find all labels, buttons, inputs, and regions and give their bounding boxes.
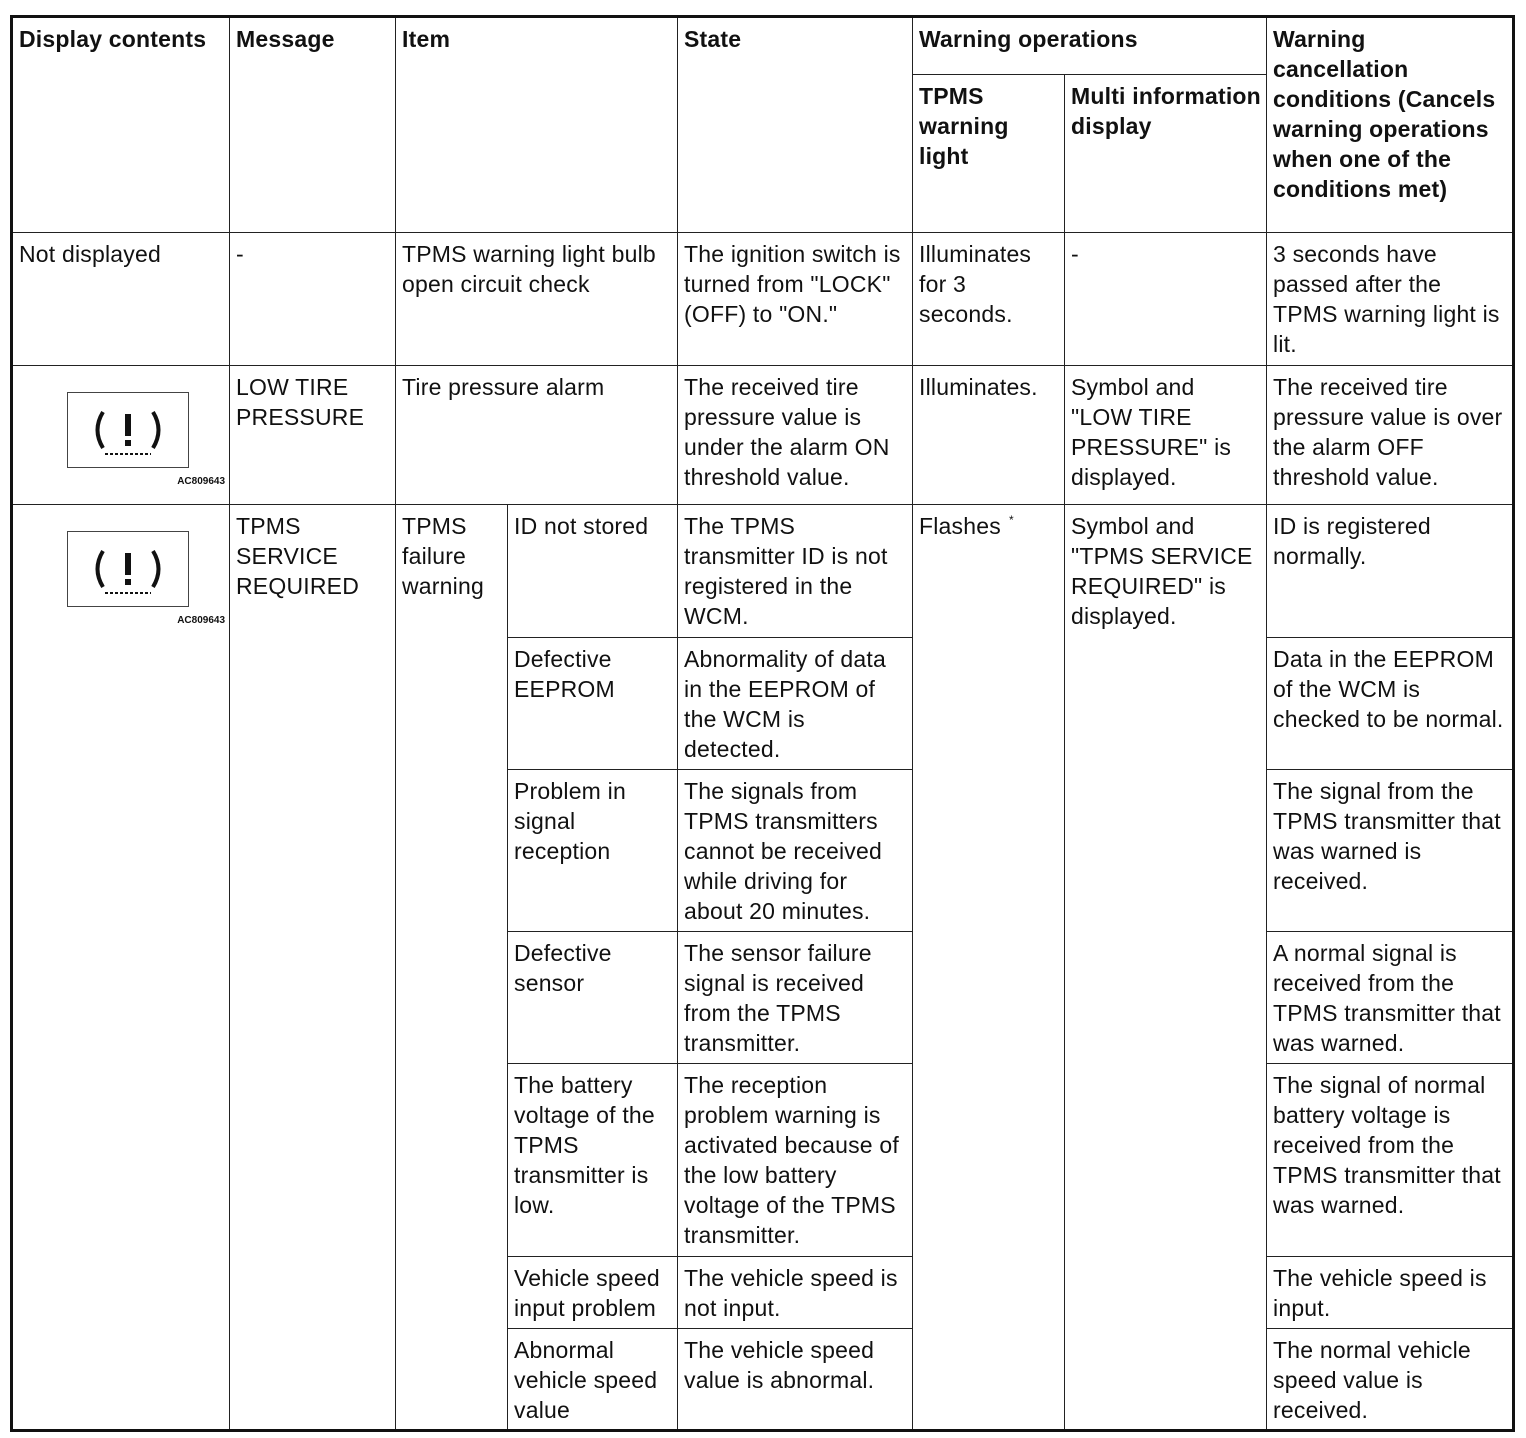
state-cell: The reception problem warning is activated because of the low battery voltage of the TPMS transmitter. bbox=[678, 1064, 913, 1257]
state-cell: The received tire pressure value is under the alarm ON threshold value. bbox=[678, 366, 913, 505]
display-contents-cell bbox=[12, 505, 230, 1431]
header-multi-information-display: Multi information display bbox=[1065, 75, 1267, 233]
header-cancellation-conditions: Warning cancellation conditions (Cancels warning operations when one of the conditions met) bbox=[1267, 17, 1514, 233]
sub-item-cell: Abnormal vehicle speed value bbox=[508, 1329, 678, 1431]
sub-item-cell: Defective EEPROM bbox=[508, 638, 678, 770]
tpms-warning-symbol bbox=[53, 392, 225, 500]
tpms-warning-table bbox=[10, 15, 1515, 1432]
warning-light-cell: Illuminates. bbox=[913, 366, 1065, 505]
warning-light-cell bbox=[913, 505, 1065, 1431]
cancellation-cell: ID is registered normally. bbox=[1267, 505, 1514, 638]
state-cell: The sensor failure signal is received from the TPMS transmitter. bbox=[678, 932, 913, 1064]
cancellation-cell: A normal signal is received from the TPMS transmitter that was warned. bbox=[1267, 932, 1514, 1064]
header-state: State bbox=[678, 17, 913, 233]
item-cell: TPMS warning light bulb open circuit check bbox=[396, 233, 678, 366]
cancellation-cell: Data in the EEPROM of the WCM is checked to be normal. bbox=[1267, 638, 1514, 770]
item-cell: TPMS failure warning bbox=[396, 505, 508, 1431]
header-item: Item bbox=[396, 17, 678, 233]
header-warning-operations: Warning operations bbox=[913, 17, 1267, 75]
multi-info-cell: - bbox=[1065, 233, 1267, 366]
warning-light-text: Flashes bbox=[919, 513, 1001, 539]
state-cell: The vehicle speed value is abnormal. bbox=[678, 1329, 913, 1431]
sub-item-cell: Defective sensor bbox=[508, 932, 678, 1064]
tpms-warning-symbol-icon bbox=[83, 404, 173, 460]
sub-item-cell: Vehicle speed input problem bbox=[508, 1257, 678, 1329]
header-message: Message bbox=[230, 17, 396, 233]
display-contents-cell: Not displayed bbox=[12, 233, 230, 366]
table-row bbox=[12, 233, 1514, 366]
state-cell: Abnormality of data in the EEPROM of the WCM is detected. bbox=[678, 638, 913, 770]
state-cell: The TPMS transmitter ID is not registered in the WCM. bbox=[678, 505, 913, 638]
cancellation-cell: The signal of normal battery voltage is received from the TPMS transmitter that was warned. bbox=[1267, 1064, 1514, 1257]
display-contents-cell bbox=[12, 366, 230, 505]
sub-item-cell: Problem in signal reception bbox=[508, 770, 678, 932]
table-row bbox=[12, 366, 1514, 505]
message-cell: TPMS SERVICE REQUIRED bbox=[230, 505, 396, 1431]
table-row bbox=[12, 505, 1514, 638]
sub-item-cell: The battery voltage of the TPMS transmitter is low. bbox=[508, 1064, 678, 1257]
state-cell: The vehicle speed is not input. bbox=[678, 1257, 913, 1329]
cancellation-cell: 3 seconds have passed after the TPMS warning light is lit. bbox=[1267, 233, 1514, 366]
message-cell: LOW TIRE PRESSURE bbox=[230, 366, 396, 505]
item-cell: Tire pressure alarm bbox=[396, 366, 678, 505]
state-cell: The ignition switch is turned from "LOCK" (OFF) to "ON." bbox=[678, 233, 913, 366]
multi-info-cell: Symbol and "TPMS SERVICE REQUIRED" is displayed. bbox=[1065, 505, 1267, 1431]
cancellation-cell: The vehicle speed is input. bbox=[1267, 1257, 1514, 1329]
header-display-contents: Display contents bbox=[12, 17, 230, 233]
footnote-mark: * bbox=[1008, 513, 1014, 527]
sub-item-cell: ID not stored bbox=[508, 505, 678, 638]
multi-info-cell: Symbol and "LOW TIRE PRESSURE" is displayed. bbox=[1065, 366, 1267, 505]
header-tpms-warning-light: TPMS warning light bbox=[913, 75, 1065, 233]
cancellation-cell: The normal vehicle speed value is received. bbox=[1267, 1329, 1514, 1431]
state-cell: The signals from TPMS transmitters cannot be received while driving for about 20 minutes. bbox=[678, 770, 913, 932]
tpms-warning-symbol bbox=[53, 531, 225, 639]
cancellation-cell: The signal from the TPMS transmitter that was warned is received. bbox=[1267, 770, 1514, 932]
symbol-code: AC809643 bbox=[177, 476, 225, 487]
tpms-warning-symbol-icon bbox=[83, 543, 173, 599]
warning-light-cell: Illuminates for 3 seconds. bbox=[913, 233, 1065, 366]
message-cell: - bbox=[230, 233, 396, 366]
cancellation-cell: The received tire pressure value is over the alarm OFF threshold value. bbox=[1267, 366, 1514, 505]
symbol-code: AC809643 bbox=[177, 615, 225, 626]
